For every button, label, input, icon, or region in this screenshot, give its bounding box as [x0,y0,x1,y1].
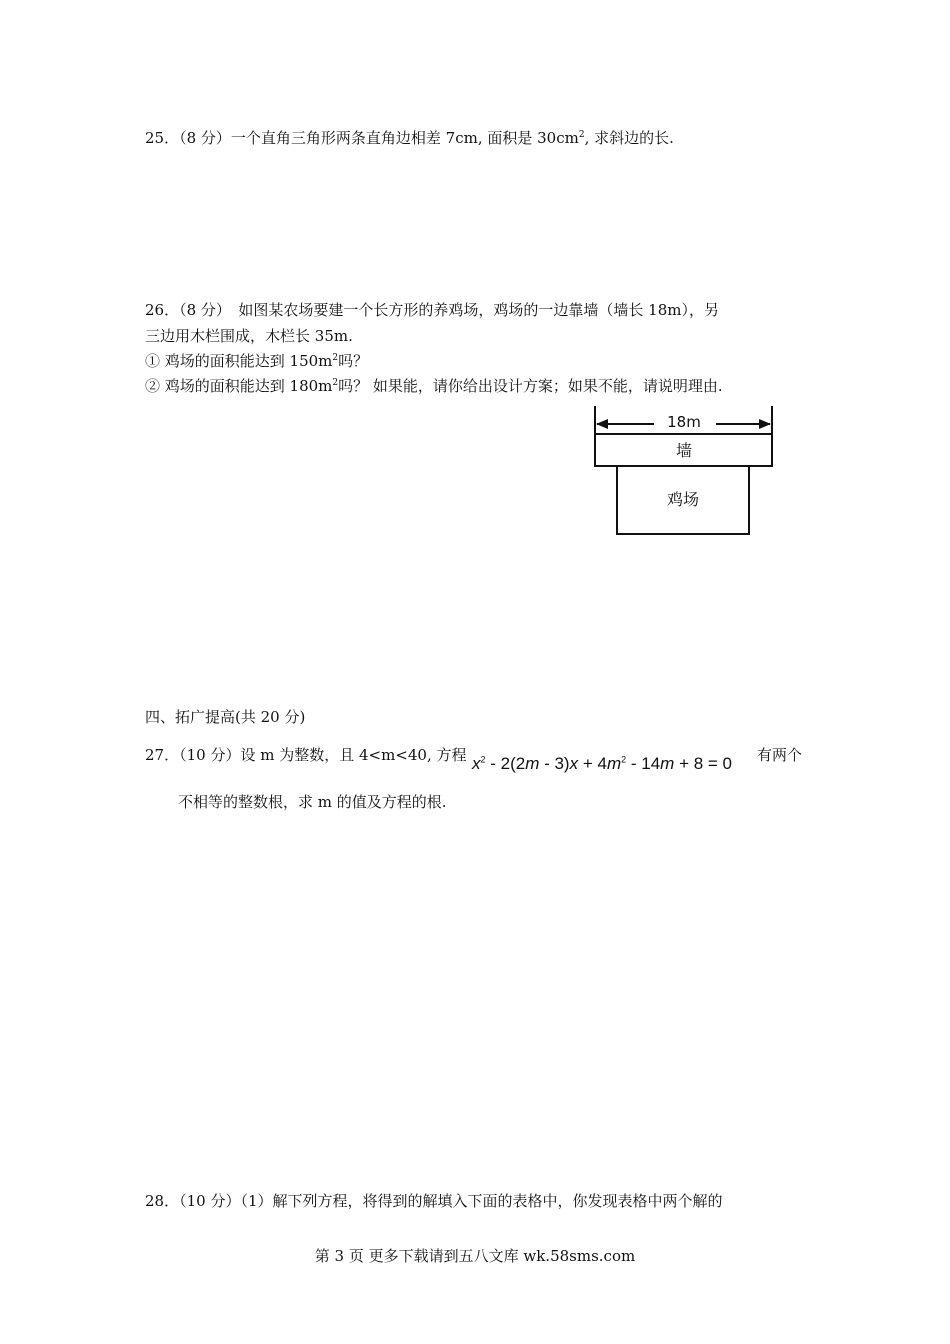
arrow-right-icon [759,419,771,429]
q26-item2-superscript: 2 [332,378,339,388]
q26-item1-text-a: ① 鸡场的面积能达到 150m [145,352,333,370]
q26-item1-text-b: 吗？ [338,352,369,370]
wall-label: 墙 [675,441,693,460]
q25-superscript: 2 [578,130,585,140]
q26-item2-text-b: 吗？ 如果能，请你给出设计方案；如果不能，请说明理由. [338,377,723,395]
coop-label: 鸡场 [666,490,700,509]
question-25 [145,128,674,148]
arrow-left-icon [596,419,608,429]
q26-item2-text-a: ② 鸡场的面积能达到 180m [145,377,333,395]
q27-text-a: 27．（10 分）设 m 为整数，且 4<m<40, 方程 [145,746,467,764]
q27-equation: $x^2 - 2(2m - 3)x + 4m^2 - 14m + 8 = 0$ [472,754,733,773]
q27-text-b: 有两个 [757,746,803,764]
question-26-item-1 [145,351,368,371]
section-4-title: 四、拓广提高(共 20 分) [145,708,306,726]
page-footer: 第 3 页 更多下载请到五八文库 wk.58sms.com [314,1247,636,1265]
question-27-line-1 [145,745,467,765]
q26-item1-superscript: 2 [332,353,339,363]
q25-text-b: , 求斜边的长. [584,129,674,147]
q25-text-a: 25．（8 分）一个直角三角形两条直角边相差 7cm, 面积是 30cm [145,129,579,147]
question-26-line-1: 26．（8 分） 如图某农场要建一个长方形的养鸡场，鸡场的一边靠墙（墙长 18m），另 [145,301,719,319]
length-label: 18m [667,413,701,431]
question-28-line-1: 28．（10 分）（1）解下列方程，将得到的解填入下面的表格中，你发现表格中两个解的 [145,1192,723,1210]
chicken-coop-diagram [592,404,776,538]
question-26-line-2: 三边用木栏围成，木栏长 35m. [145,327,353,345]
question-26-item-2 [145,376,723,396]
question-27-line-2: 不相等的整数根，求 m 的值及方程的根. [178,793,447,811]
